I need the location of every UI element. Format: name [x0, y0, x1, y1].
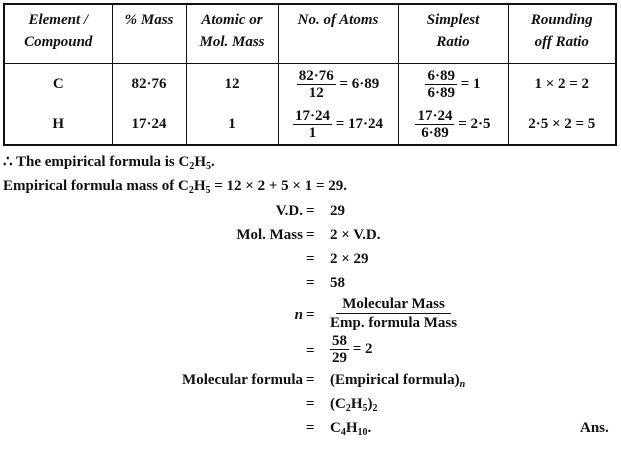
header-atomic: Atomic or Mol. Mass	[186, 4, 278, 64]
equals: =	[306, 275, 315, 291]
molecular-formula-value: (Empirical $formula)_n$	[330, 372, 466, 390]
cell-atomic: 1	[186, 104, 278, 145]
n-label: n	[294, 307, 303, 323]
step-58: 58	[330, 275, 345, 291]
header-element: Element / Compound	[4, 4, 112, 64]
empirical-formula-statement: ∴ The empirical formula is $C_2H_5$.	[3, 154, 215, 172]
answer-label: Ans.	[580, 420, 609, 436]
mol-mass-label: Mol. Mass	[236, 227, 303, 243]
final-formula: $C_4H_{10}$.	[330, 420, 372, 438]
equals: =	[306, 251, 315, 267]
mol-mass-value: 2 × V.D.	[330, 227, 381, 243]
composition-table	[3, 3, 617, 146]
table-row	[4, 104, 616, 145]
cell-mass: 82·76	[112, 64, 186, 105]
table-row	[4, 64, 616, 105]
cell-atomic: 12	[186, 64, 278, 105]
cell-mass: 17·24	[112, 104, 186, 145]
equals: =	[306, 307, 315, 323]
header-rounding: Rounding off Ratio	[508, 4, 616, 64]
molecular-formula-label: Molecular formula	[182, 372, 303, 388]
cell-ratio: $\frac{17\cdot 24}{6\cdot 89}$ = 2·5	[398, 104, 508, 145]
equals: =	[306, 396, 315, 412]
n-fraction: $\frac{\text{Molecular Mass}}{\text{Emp. formula Mass}}$	[330, 296, 458, 331]
equals: =	[306, 227, 315, 243]
cell-element: C	[4, 64, 112, 105]
cell-ratio: $\frac{6\cdot 89}{6\cdot 89}$ = 1	[398, 64, 508, 105]
cell-atoms: $\frac{17\cdot 24}{1}$ = 17·24	[278, 104, 398, 145]
equals: =	[306, 372, 315, 388]
n-value: $\frac{58}{29}$ = 2	[332, 333, 373, 366]
cell-rounding: 1 × 2 = 2	[508, 64, 616, 105]
header-mass: % Mass	[112, 4, 186, 64]
formula-step: $(C_2H_5)_2$	[330, 396, 378, 414]
cell-rounding: 2·5 × 2 = 5	[508, 104, 616, 145]
table-header-row	[4, 4, 616, 64]
cell-atoms: $\frac{82\cdot 76}{12}$ = 6·89	[278, 64, 398, 105]
empirical-mass-statement: Empirical formula mass of $C_2H_5 = 12 \times 2 + 5 \times 1 = 29$.	[3, 178, 347, 196]
step-2x29: 2 × 29	[330, 251, 369, 267]
vd-label: V.D.	[275, 203, 303, 219]
header-atoms: No. of Atoms	[278, 4, 398, 64]
vd-value: 29	[330, 203, 345, 219]
cell-element: H	[4, 104, 112, 145]
header-simplest: Simplest Ratio	[398, 4, 508, 64]
equals: =	[306, 343, 315, 359]
equals: =	[306, 203, 315, 219]
equals: =	[306, 420, 315, 436]
